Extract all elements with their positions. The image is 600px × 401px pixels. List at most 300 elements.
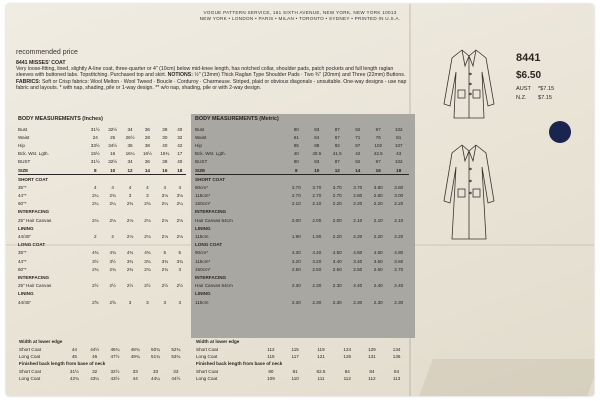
yardage-row-value: 4 bbox=[111, 184, 114, 190]
width-row bbox=[195, 345, 409, 352]
size-row-value: 16 bbox=[156, 166, 173, 175]
yardage-row-value: 3⅛ bbox=[176, 193, 183, 199]
measure-row-label: Bck. Wst. Lgth. bbox=[195, 151, 226, 157]
measure-row-label: Waist bbox=[18, 134, 30, 140]
yardage-row-value: 2½ bbox=[176, 283, 183, 289]
length-title-label: Finished back length from base of neck bbox=[19, 361, 106, 367]
yardage-row bbox=[18, 183, 186, 191]
width-row-value: 131 bbox=[368, 353, 376, 359]
yardage-row-value: 3¾ bbox=[144, 258, 151, 264]
yardage-row-value: 4¾ bbox=[109, 250, 116, 256]
yardage-row-value: 3.60 bbox=[394, 258, 404, 264]
pattern-envelope-back bbox=[6, 4, 594, 396]
section-title bbox=[195, 241, 409, 249]
width-row-value: 51¾ bbox=[151, 353, 160, 359]
measure-row-value: 83 bbox=[314, 126, 320, 132]
yardage-row-label: 35"* bbox=[18, 184, 27, 190]
yardage-row bbox=[18, 216, 186, 224]
yardage-row-value: 2¾ bbox=[126, 201, 134, 207]
yardage-row bbox=[195, 200, 409, 208]
width-row-value: 112 bbox=[267, 346, 275, 352]
yardage-row-value: 2½ bbox=[144, 283, 151, 289]
yardage-row-value: 3¾ bbox=[176, 258, 183, 264]
yardage-row-value: 2.20 bbox=[394, 201, 404, 207]
measure-row-value: 80 bbox=[293, 159, 299, 165]
yardage-row-label: 44/45" bbox=[18, 234, 32, 240]
measure-row-value: 16¼ bbox=[125, 151, 135, 157]
yardage-row-value: 2¼ bbox=[92, 193, 99, 199]
price-amount: *$7.15 bbox=[538, 86, 555, 92]
imperial-table-title: BODY MEASUREMENTS (Inches) bbox=[18, 116, 103, 122]
yardage-row-value: 3.70 bbox=[332, 184, 342, 190]
yardage-row-value: 2.10 bbox=[394, 217, 404, 223]
width-row bbox=[18, 353, 186, 360]
yardage-row-value: 2¼ bbox=[92, 201, 99, 207]
measure-row-label: BUST bbox=[18, 159, 31, 165]
yardage-row-value: 2⅛ bbox=[92, 217, 99, 223]
yardage-row-value: 4.50 bbox=[353, 250, 363, 256]
yardage-row-value: 2.00 bbox=[291, 217, 301, 223]
measure-row-value: 36 bbox=[144, 159, 150, 165]
measure-row-value: 34½ bbox=[108, 142, 118, 148]
measure-row-value: 40 bbox=[162, 142, 168, 148]
yardage-row-value: 4.80 bbox=[394, 250, 404, 256]
length-row-value: 110 bbox=[291, 376, 299, 382]
width-row-value: 52¾ bbox=[171, 346, 181, 352]
yardage-row-value: 2.40 bbox=[394, 283, 404, 289]
yardage-row-value: 4 bbox=[146, 184, 149, 190]
pattern-price: $6.50 bbox=[516, 70, 542, 81]
width-row-value: 129 bbox=[368, 346, 376, 352]
yardage-row-value: 1.90 bbox=[291, 234, 301, 240]
length-title bbox=[18, 360, 186, 367]
yardage-row-value: 2.20 bbox=[332, 234, 342, 240]
yardage-row-value: 2.40 bbox=[373, 283, 383, 289]
length-row-value: 84 bbox=[369, 368, 375, 374]
measure-row-value: 16½ bbox=[142, 151, 152, 157]
measure-row-value: 26½ bbox=[125, 134, 135, 140]
length-row bbox=[18, 368, 186, 375]
size-row-value: 14 bbox=[139, 166, 156, 175]
section-title-label: SHORT COAT bbox=[195, 176, 226, 182]
yardage-row-value: 4.30 bbox=[291, 250, 301, 256]
measure-row-value: 17 bbox=[177, 151, 183, 157]
yardage-row-value: 2⅝ bbox=[109, 299, 116, 305]
size-row-value: 8 bbox=[87, 166, 104, 175]
width-title-label: Width at lower edge bbox=[196, 339, 240, 345]
measure-row-value: 80 bbox=[293, 126, 299, 132]
yardage-row-value: 4 bbox=[93, 184, 97, 190]
measure-row-value: 43 bbox=[396, 151, 402, 157]
length-row-label: Short Coat bbox=[196, 368, 218, 374]
measure-row-value: 85 bbox=[293, 142, 299, 148]
length-row-value: 109 bbox=[267, 376, 275, 382]
measure-row bbox=[18, 125, 186, 133]
recommended-price-label: recommended price bbox=[16, 49, 78, 56]
yardage-row-value: 2.50 bbox=[353, 266, 363, 272]
width-row bbox=[18, 345, 186, 352]
yardage-row-value: 2.50 bbox=[312, 266, 322, 272]
length-row-value: 44 bbox=[132, 376, 138, 382]
yardage-row-value: 5 bbox=[178, 250, 182, 256]
section-title-label: LONG COAT bbox=[195, 242, 223, 248]
length-title-label: Finished back length from base of neck bbox=[196, 361, 283, 367]
measure-row-value: 40.5 bbox=[312, 151, 322, 157]
yardage-row-value: 3.00 bbox=[394, 193, 404, 199]
yardage-row-value: 2.10 bbox=[312, 201, 322, 207]
measure-row-value: 87 bbox=[334, 159, 340, 165]
section-title-label: LINING bbox=[18, 291, 34, 297]
measure-row-label: Hip bbox=[18, 142, 25, 148]
length-row-value: 33 bbox=[152, 368, 159, 374]
yardage-row-value: 2¾ bbox=[126, 266, 134, 272]
yardage-row-value: 2.10 bbox=[291, 201, 301, 207]
yardage-row-value: 2.30 bbox=[332, 299, 342, 305]
length-row-value: 112 bbox=[343, 376, 351, 382]
section-title bbox=[18, 208, 186, 216]
yardage-row bbox=[18, 282, 186, 290]
length-row bbox=[18, 375, 186, 382]
measure-row-value: 87 bbox=[334, 126, 340, 132]
size-row-value: 10 bbox=[307, 166, 327, 175]
yardage-row-value: 2.20 bbox=[373, 234, 383, 240]
publisher-address: VOGUE PATTERN SERVICE, 161 SIXTH AVENUE, NEW YORK, NEW YORK 10013 bbox=[203, 10, 397, 15]
section-title bbox=[195, 273, 409, 281]
yardage-row-value: 2.00 bbox=[332, 217, 342, 223]
yardage-row-value: 3.40 bbox=[332, 258, 342, 264]
measure-row-value: 83 bbox=[314, 159, 320, 165]
yardage-row-label: 115cm* bbox=[195, 193, 211, 199]
yardage-row-value: 4¾ bbox=[92, 250, 99, 256]
yardage-row-value: 2⅛ bbox=[144, 217, 151, 223]
yardage-row-value: 2.30 bbox=[291, 299, 301, 305]
measure-row-value: 76 bbox=[375, 134, 381, 140]
length-row-label: Short Coat bbox=[19, 368, 41, 374]
measure-row-value: 38 bbox=[144, 142, 150, 148]
yardage-row bbox=[195, 216, 409, 224]
yardage-row-value: 2⅛ bbox=[144, 234, 151, 240]
yardage-row-label: 44/45" bbox=[18, 299, 32, 305]
yardage-row-value: 2¾ bbox=[161, 266, 169, 272]
yardage-row-value: 2⅛ bbox=[176, 217, 183, 223]
yardage-row-value: 3 bbox=[128, 299, 132, 305]
yardage-row-value: 2¼ bbox=[161, 201, 169, 207]
yardage-row-value: 2¾ bbox=[109, 193, 116, 199]
measure-row-value: 16 bbox=[110, 151, 116, 157]
yardage-row-label: 25" Hair Canvas bbox=[18, 283, 52, 289]
size-row-value: 12 bbox=[121, 166, 138, 175]
measure-row-value: 32 bbox=[177, 134, 183, 140]
length-row-value: 84 bbox=[394, 368, 400, 374]
measure-row-value: 42.5 bbox=[373, 151, 383, 157]
measure-row-value: 97 bbox=[355, 142, 361, 148]
yardage-row bbox=[195, 298, 409, 306]
yardage-row bbox=[18, 200, 186, 208]
pattern-title: 8441 MISSES' COAT bbox=[16, 60, 66, 66]
measure-row-value: 15½ bbox=[90, 151, 100, 157]
fabrics-text: Soft or Crisp fabrics: Wool Melton · Wool Tweed · Boucle · Corduroy · Charmeuse. Striped, plaid or obvious diagonals - unsuitable. One-way designs - use nap fabric and layouts. * with nap, shading, pile or 1-way design. ** w/o nap, shading, pile or with 2-way design. bbox=[16, 78, 407, 91]
width-title-label: Width at lower edge bbox=[19, 339, 63, 345]
yardage-row-label: 115cm bbox=[195, 234, 209, 240]
envelope-flap bbox=[419, 359, 594, 396]
yardage-row-value: 2.30 bbox=[394, 299, 404, 305]
yardage-row bbox=[195, 183, 409, 191]
imperial-yardage-table bbox=[18, 125, 186, 306]
yardage-row-value: 2.50 bbox=[291, 266, 301, 272]
yardage-row-value: 5 bbox=[163, 250, 167, 256]
yardage-row-value: 2.30 bbox=[312, 299, 322, 305]
length-row-value: 43¼ bbox=[90, 376, 100, 382]
measure-row bbox=[18, 141, 186, 149]
yardage-row-value: 3.40 bbox=[353, 258, 363, 264]
yardage-row-value: 4 bbox=[163, 184, 167, 190]
measure-row-value: 32½ bbox=[108, 126, 118, 132]
yardage-row-value: 2.70 bbox=[394, 266, 404, 272]
yardage-row-value: 2.30 bbox=[373, 299, 383, 305]
notions-label: NOTIONS: bbox=[167, 72, 193, 79]
short-coat-sketch-icon bbox=[434, 44, 504, 124]
section-title bbox=[18, 273, 186, 281]
measure-row-value: 28 bbox=[144, 134, 150, 140]
width-row bbox=[195, 353, 409, 360]
yardage-row-value: 2⅝ bbox=[92, 299, 99, 305]
section-title-label: INTERFACING bbox=[18, 209, 50, 215]
measure-row-value: 16¾ bbox=[160, 151, 170, 157]
measure-row-label: Bck. Wst. Lgth. bbox=[18, 151, 49, 157]
yardage-row-value: 2.70 bbox=[291, 193, 301, 199]
measure-row-value: 107 bbox=[394, 142, 403, 148]
size-row-value: 12 bbox=[327, 166, 347, 175]
width-row-value: 115 bbox=[267, 353, 275, 359]
yardage-row-value: 4.40 bbox=[312, 250, 322, 256]
length-row-value: 81 bbox=[292, 368, 298, 374]
measure-row-value: 88 bbox=[314, 142, 320, 148]
yardage-row-value: 2.20 bbox=[353, 201, 363, 207]
length-row bbox=[195, 368, 409, 375]
length-row-label: Long Coat bbox=[19, 376, 41, 382]
yardage-row-value: 2⅛ bbox=[109, 217, 116, 223]
yardage-row-value: 2.00 bbox=[312, 217, 322, 223]
measure-row-value: 102 bbox=[394, 126, 403, 132]
width-row-label: Short Coat bbox=[196, 346, 218, 352]
imperial-finished-measurements bbox=[18, 338, 186, 382]
measure-row-value: 64 bbox=[314, 134, 320, 140]
size-row-value: 16 bbox=[368, 166, 388, 175]
yardage-row bbox=[195, 192, 409, 200]
yardage-row bbox=[18, 298, 186, 306]
yardage-row-label: 60"* bbox=[18, 266, 27, 272]
yardage-row-value: 2.80 bbox=[373, 193, 383, 199]
measure-row-value: 30 bbox=[162, 134, 168, 140]
yardage-row-value: 3.70 bbox=[291, 184, 301, 190]
measure-row-value: 38 bbox=[162, 159, 168, 165]
yardage-row-value: 2.50 bbox=[332, 266, 342, 272]
width-row-value: 136 bbox=[392, 353, 401, 359]
measure-row-value: 25 bbox=[110, 134, 116, 140]
width-row-value: 134 bbox=[392, 346, 401, 352]
section-title-label: LONG COAT bbox=[18, 242, 46, 248]
section-title bbox=[18, 175, 186, 184]
yardage-row-value: 2.30 bbox=[332, 283, 342, 289]
measure-row-value: 36 bbox=[127, 142, 133, 148]
yardage-row-value: 2 bbox=[111, 234, 114, 240]
length-row-value: 31½ bbox=[69, 368, 79, 374]
measure-row-value: 92 bbox=[334, 142, 340, 148]
yardage-row-value: 2.30 bbox=[312, 283, 322, 289]
yardage-row-label: 44"* bbox=[18, 193, 27, 199]
measure-row-value: 40 bbox=[293, 151, 299, 157]
description-text: Very loose-fitting, lined, slightly A-line coat, three-quarter or 4" (10cm) below mid-knee length, has notched collar, shoulder pads, patch pockets and full length raglan sleeves with buttoned tabs. Topstitching. Purchased top and skirt. bbox=[16, 66, 394, 79]
yardage-row-value: 2¾ bbox=[92, 266, 99, 272]
yardage-row-value: 2¾ bbox=[144, 266, 151, 272]
length-row-value: 44½ bbox=[171, 376, 181, 382]
length-title bbox=[195, 360, 409, 367]
yardage-row-label: 150cm* bbox=[195, 201, 211, 207]
yardage-row-value: 2½ bbox=[109, 283, 116, 289]
measure-row-value: 71 bbox=[355, 134, 361, 140]
measure-row bbox=[195, 150, 409, 158]
yardage-row-value: 4.60 bbox=[373, 250, 383, 256]
yardage-row-label: 90cm* bbox=[195, 250, 209, 256]
measure-row-value: 42 bbox=[355, 151, 361, 157]
yardage-row-value: 3.20 bbox=[291, 258, 301, 264]
yardage-row-value: 2.70 bbox=[312, 193, 322, 199]
yardage-row-value: 1.90 bbox=[312, 234, 322, 240]
yardage-row-value: 3.80 bbox=[373, 184, 383, 190]
yardage-row-value: 3.20 bbox=[312, 258, 322, 264]
yardage-row-value: 2⅛ bbox=[126, 217, 134, 223]
measure-row-value: 81 bbox=[396, 134, 402, 140]
measure-row-value: 41.5 bbox=[332, 151, 342, 157]
measure-row-label: Hip bbox=[195, 142, 202, 148]
width-row-label: Long Coat bbox=[19, 353, 41, 359]
measure-row-value: 38 bbox=[162, 126, 168, 132]
yardage-row-label: 115cm bbox=[195, 299, 209, 305]
yardage-row-label: 44"* bbox=[18, 258, 27, 264]
width-row-value: 121 bbox=[317, 353, 325, 359]
size-row bbox=[195, 166, 409, 175]
measure-row-label: Bust bbox=[195, 126, 205, 132]
yardage-row-value: 2⅛ bbox=[161, 217, 169, 223]
measure-row-value: 97 bbox=[375, 159, 381, 165]
price-region: AUST bbox=[516, 86, 531, 92]
measure-row-value: 32½ bbox=[108, 159, 118, 165]
section-title-label: INTERFACING bbox=[195, 209, 227, 215]
length-row-value: 44¼ bbox=[151, 376, 160, 382]
section-title bbox=[18, 224, 186, 232]
notions-text: ½" (13mm) Thick Raglan Type Shoulder Pads · Two ¾" (20mm) and Three (22mm) Buttons. bbox=[192, 72, 406, 79]
length-row-value: 113 bbox=[392, 376, 401, 382]
yardage-row bbox=[195, 265, 409, 273]
width-row-label: Short Coat bbox=[19, 346, 41, 352]
length-row-value: 32 bbox=[92, 368, 98, 374]
yardage-row bbox=[195, 282, 409, 290]
yardage-row-value: 3⅛ bbox=[161, 193, 169, 199]
yardage-row-value: 2½ bbox=[126, 283, 134, 289]
yardage-row-value: 3¾ bbox=[161, 258, 169, 264]
measure-row-value: 36 bbox=[144, 126, 150, 132]
yardage-row-value: 2¼ bbox=[176, 201, 183, 207]
yardage-row-value: 2.70 bbox=[332, 193, 342, 199]
section-title bbox=[195, 175, 409, 184]
yardage-row-value: 4.50 bbox=[332, 250, 342, 256]
yardage-row-value: 2¼ bbox=[109, 201, 116, 207]
measure-row-value: 97 bbox=[375, 126, 381, 132]
measure-row bbox=[18, 158, 186, 166]
yardage-row-value: 3 bbox=[163, 299, 167, 305]
measure-row-value: 34 bbox=[127, 126, 133, 132]
yardage-row-value: 3 bbox=[128, 193, 132, 199]
measure-row-value: 102 bbox=[394, 159, 403, 165]
measure-row-value: 92 bbox=[355, 126, 361, 132]
length-row-value: 82.5 bbox=[316, 368, 326, 374]
length-row-label: Long Coat bbox=[196, 376, 218, 382]
measure-row-value: 61 bbox=[293, 134, 299, 140]
yardage-row-value: 2.20 bbox=[373, 201, 383, 207]
length-row-value: 80 bbox=[268, 368, 274, 374]
width-title bbox=[195, 338, 409, 345]
width-row-value: 117 bbox=[291, 353, 299, 359]
measure-row-label: Bust bbox=[18, 126, 28, 132]
width-row-value: 45 bbox=[71, 353, 77, 359]
yardage-row bbox=[195, 249, 409, 257]
measure-row-value: 31½ bbox=[90, 126, 100, 132]
price-sticker-dot bbox=[549, 121, 571, 143]
section-title-label: INTERFACING bbox=[18, 274, 50, 280]
yardage-row-value: 2⅛ bbox=[176, 234, 183, 240]
yardage-row-value: 2⅛ bbox=[161, 234, 169, 240]
section-title bbox=[18, 290, 186, 298]
measure-row-label: BUST bbox=[195, 159, 208, 165]
yardage-row-value: 2¾ bbox=[109, 266, 116, 272]
measure-row bbox=[195, 125, 409, 133]
metric-finished-measurements bbox=[195, 338, 409, 382]
fabrics-label: FABRICS: bbox=[16, 78, 41, 85]
yardage-row-value: 2.60 bbox=[373, 266, 383, 272]
yardage-row-label: 60"* bbox=[18, 201, 27, 207]
yardage-row-label: 35"* bbox=[18, 250, 27, 256]
publisher-header bbox=[6, 10, 594, 22]
yardage-row bbox=[195, 257, 409, 265]
length-row-value: 43½ bbox=[110, 376, 120, 382]
section-title bbox=[18, 241, 186, 249]
width-row-value: 49¾ bbox=[130, 353, 140, 359]
yardage-row-value: 2.10 bbox=[353, 217, 363, 223]
measure-row-value: 42 bbox=[177, 142, 183, 148]
section-title bbox=[195, 224, 409, 232]
width-row-value: 126 bbox=[343, 353, 352, 359]
width-row-value: 46¾ bbox=[110, 346, 120, 352]
yardage-row-value: 3.70 bbox=[353, 184, 363, 190]
yardage-row-value: 3½ bbox=[109, 258, 116, 264]
measure-row bbox=[18, 150, 186, 158]
pattern-number: 8441 bbox=[516, 52, 541, 64]
yardage-row-value: 3.70 bbox=[312, 184, 322, 190]
measure-row-value: 24 bbox=[92, 134, 98, 140]
price-amount: $7.15 bbox=[538, 95, 552, 101]
size-row bbox=[18, 166, 186, 175]
yardage-row-value: 4¾ bbox=[144, 250, 151, 256]
length-row-value: 32½ bbox=[110, 368, 120, 374]
measure-row-value: 33½ bbox=[90, 142, 100, 148]
yardage-row-value: 2.20 bbox=[394, 234, 404, 240]
section-title bbox=[195, 290, 409, 298]
size-row-value: 18 bbox=[174, 166, 186, 175]
length-row-value: 42¾ bbox=[69, 376, 79, 382]
measure-row-label: Waist bbox=[195, 134, 207, 140]
yardage-row bbox=[195, 232, 409, 240]
width-row-value: 115 bbox=[291, 346, 299, 352]
